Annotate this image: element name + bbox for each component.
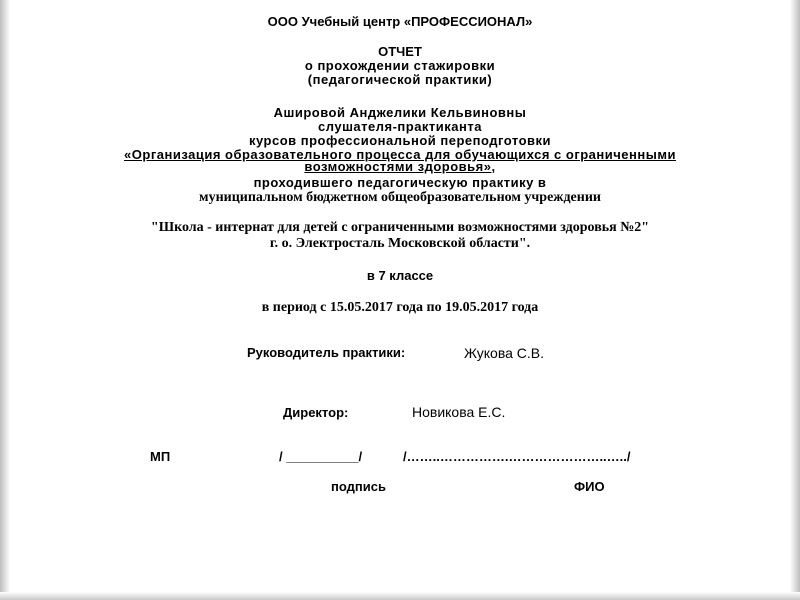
fio-blank: /……..…………….…………………..…../ xyxy=(403,449,631,464)
institution-type: муниципальном бюджетном общеобразовательном учреждении xyxy=(199,190,601,205)
signature-caption: подпись xyxy=(331,479,386,494)
supervisor-label: Руководитель практики: xyxy=(247,345,406,360)
grade-text: в 7 классе xyxy=(366,268,434,283)
supervisor-name: Жукова С.В. xyxy=(464,345,545,361)
program-title-line2-wrap xyxy=(0,159,800,174)
program-title-line2: возможностями здоровья» xyxy=(304,159,492,174)
program-title-line1: «Организация образовательного процесса для обучающихся с ограниченными xyxy=(124,147,676,162)
fio-caption: ФИО xyxy=(574,479,605,494)
report-subtitle-1: о прохождении стажировки xyxy=(304,58,496,73)
director-name: Новикова Е.С. xyxy=(412,404,506,420)
trainee-name: Ашировой Анджелики Кельвиновны xyxy=(273,105,527,120)
page-shadow-bottom xyxy=(0,592,800,600)
report-title: ОТЧЕТ xyxy=(378,44,422,59)
director-label: Директор: xyxy=(283,405,349,420)
report-subtitle-2: (педагогической практики) xyxy=(307,72,493,87)
practice-passed-text: проходившего педагогическую практику в xyxy=(253,175,547,190)
trainee-role: слушателя-практиканта xyxy=(318,119,482,134)
school-name-line1: "Школа - интернат для детей с ограниченными возможностями здоровья №2" xyxy=(150,220,650,235)
course-name: курсов профессиональной переподготовки xyxy=(248,133,551,148)
school-name-line2: г. о. Электросталь Московской области". xyxy=(269,236,531,251)
signature-blank: / __________/ xyxy=(279,449,363,464)
organization-name: ООО Учебный центр «ПРОФЕССИОНАЛ» xyxy=(267,14,533,29)
practice-period: в период с 15.05.2017 года по 19.05.2017 года xyxy=(261,300,539,315)
program-title-comma: , xyxy=(491,159,496,174)
seal-place-label: МП xyxy=(150,449,171,464)
